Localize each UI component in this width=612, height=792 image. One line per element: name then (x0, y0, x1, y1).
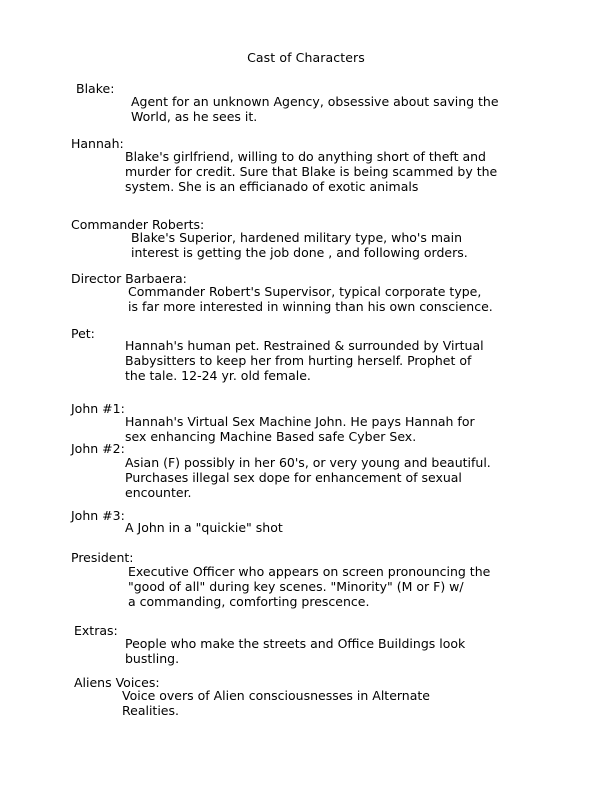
character-description-president: Executive Officer who appears on screen pronouncing the "good of all" during key scenes. "Minority" (M or F) w/ a commanding, comforting prescence. (128, 564, 491, 609)
character-name-commander-roberts: Commander Roberts: (71, 217, 205, 232)
character-description-aliens-voices: Voice overs of Alien consciousnesses in Alternate Realities. (122, 688, 430, 718)
character-description-john-3: A John in a "quickie" shot (125, 520, 283, 535)
character-name-john-3: John #3: (71, 508, 125, 523)
character-description-director-barbaera: Commander Robert's Supervisor, typical corporate type, is far more interested in winning than his own conscience. (128, 284, 493, 314)
page-title: Cast of Characters (247, 50, 365, 65)
character-description-john-1: Hannah's Virtual Sex Machine John. He pays Hannah for sex enhancing Machine Based safe Cyber Sex. (125, 414, 475, 444)
character-name-extras: Extras: (74, 623, 118, 638)
character-description-john-2: Asian (F) possibly in her 60's, or very young and beautiful. Purchases illegal sex dope for enhancement of sexual encounter. (125, 455, 491, 500)
character-name-john-2: John #2: (71, 441, 125, 456)
character-name-john-1: John #1: (71, 401, 125, 416)
character-description-pet: Hannah's human pet. Restrained & surrounded by Virtual Babysitters to keep her from hurting herself. Prophet of the tale. 12-24 yr. old female. (125, 338, 484, 383)
character-name-hannah: Hannah: (71, 136, 124, 151)
character-name-pet: Pet: (71, 326, 95, 341)
character-description-commander-roberts: Blake's Superior, hardened military type, who's main interest is getting the job done , and following orders. (131, 230, 468, 260)
character-description-extras: People who make the streets and Office Buildings look bustling. (125, 636, 466, 666)
character-description-blake: Agent for an unknown Agency, obsessive about saving the World, as he sees it. (131, 94, 499, 124)
character-name-president: President: (71, 550, 134, 565)
character-name-blake: Blake: (76, 81, 115, 96)
character-description-hannah: Blake's girlfriend, willing to do anything short of theft and murder for credit. Sure that Blake is being scammed by the system. She is an efficianado of exotic animals (125, 149, 498, 194)
character-name-director-barbaera: Director Barbaera: (71, 271, 187, 286)
character-name-aliens-voices: Aliens Voices: (74, 675, 160, 690)
